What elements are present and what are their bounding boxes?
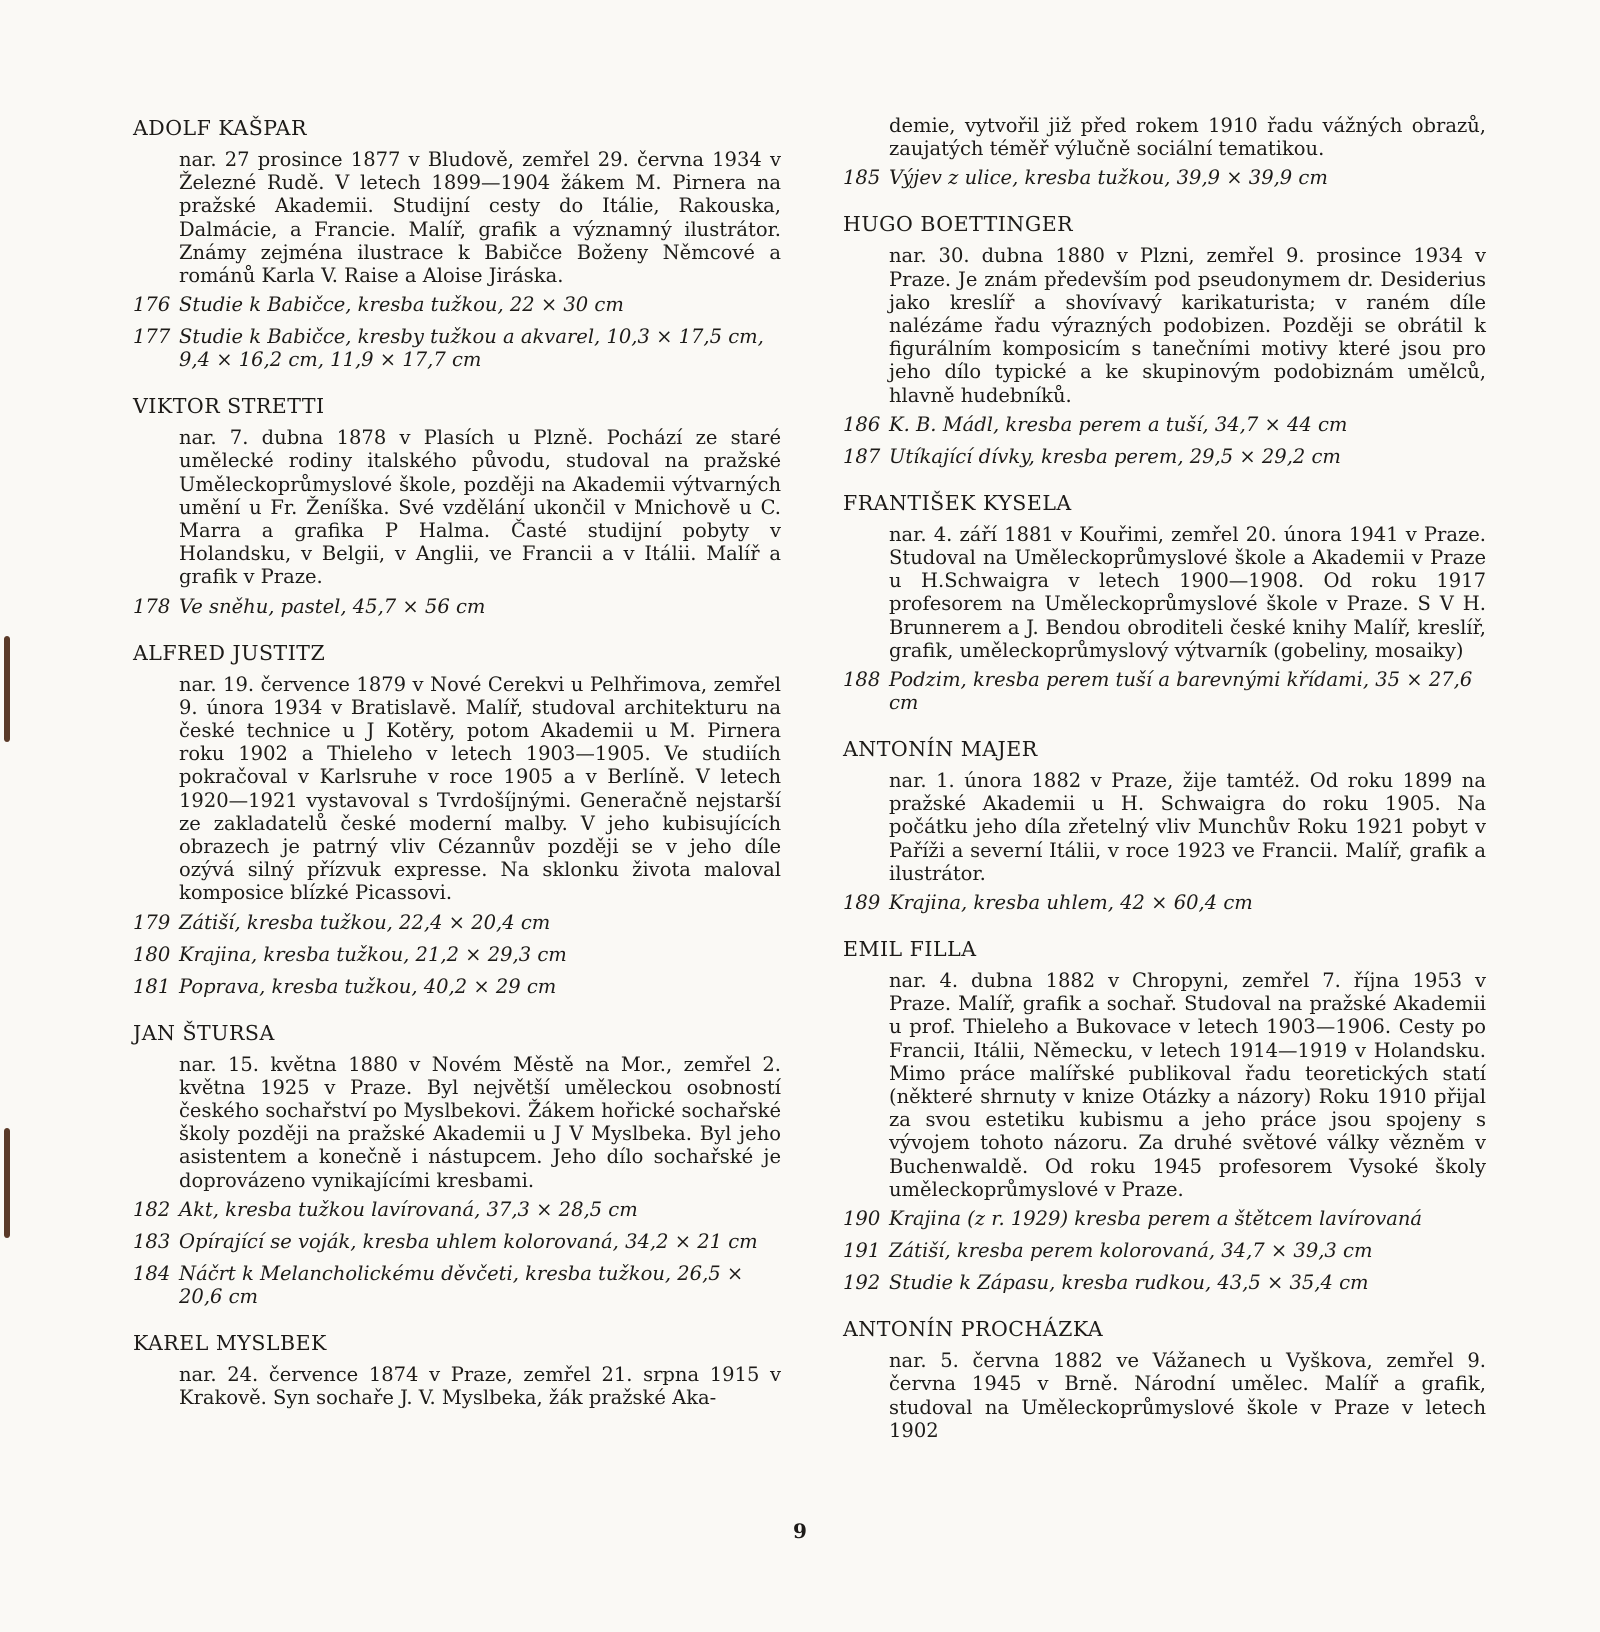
entry-spacer bbox=[843, 198, 1486, 210]
catalog-description: Zátiší, kresba tužkou, 22,4 × 20,4 cm bbox=[179, 910, 551, 934]
artist-biography: nar. 24. července 1874 v Praze, zemřel 21. srpna 1915 v Krakově. Syn sochaře J. V. Myslbeka, žák pražské Aka- bbox=[179, 1362, 781, 1410]
entry-spacer bbox=[843, 477, 1486, 489]
artist-entry bbox=[843, 723, 1486, 914]
catalog-number: 189 bbox=[843, 891, 881, 915]
catalog-item bbox=[843, 445, 1486, 468]
catalog-number: 187 bbox=[843, 444, 881, 468]
entry-spacer bbox=[133, 380, 781, 392]
artist-entry bbox=[843, 198, 1486, 467]
catalog-description: Výjev z ulice, kresba tužkou, 39,9 × 39,9 cm bbox=[889, 166, 1328, 190]
catalog-item bbox=[133, 911, 781, 934]
catalog-description: Podzim, kresba perem tuší a barevnými křídami, 35 × 27,6 cm bbox=[889, 668, 1473, 715]
artist-biography: nar. 30. dubna 1880 v Plzni, zemřel 9. prosince 1934 v Praze. Je znám především pod pseudonymem dr. Desiderius jako kreslíř a shovívavý karikaturista; v raném díle nalézáme řadu výrazných podobizen. Později se obrátil k figurálním komposicím s tanečními motivy které jsou pro jeho dílo typické a ke skupinovým podobiznám umělců, hlavně hudebníků. bbox=[889, 244, 1486, 407]
catalog-number: 179 bbox=[133, 910, 171, 934]
entry-spacer bbox=[133, 1007, 781, 1019]
catalog-number: 181 bbox=[133, 974, 171, 998]
entry-spacer bbox=[133, 627, 781, 639]
binding-mark-bottom bbox=[4, 1128, 10, 1238]
catalog-number: 188 bbox=[843, 668, 881, 692]
catalog-description: Krajina (z r. 1929) kresba perem a štětcem lavírovaná bbox=[889, 1207, 1423, 1231]
catalog-item bbox=[133, 595, 781, 618]
artist-name: FRANTIŠEK KYSELA bbox=[843, 490, 1072, 515]
catalog-item bbox=[133, 325, 781, 371]
catalog-description: Krajina, kresba uhlem, 42 × 60,4 cm bbox=[889, 891, 1253, 915]
catalog-item bbox=[133, 943, 781, 966]
catalog-number: 180 bbox=[133, 942, 171, 966]
catalog-description: Utíkající dívky, kresba perem, 29,5 × 29,2 cm bbox=[889, 444, 1341, 468]
artist-biography: nar. 7. dubna 1878 v Plasích u Plzně. Pochází ze staré umělecké rodiny italského původu, studoval na pražské Uměleckoprůmyslové škole, později na Akademii výtvarných umění u Fr. Ženíška. Své vzdělání ukončil v Mnichově u C. Marra a grafika P Halma. Časté studijní pobyty v Holandsku, v Belgii, v Anglii, ve Francii a v Itálii. Malíř a grafik v Praze. bbox=[179, 426, 781, 589]
catalog-number: 183 bbox=[133, 1229, 171, 1253]
catalog-description: Náčrt k Melancholickému děvčeti, kresba tužkou, 26,5 × 20,6 cm bbox=[179, 1261, 744, 1308]
entry-spacer bbox=[843, 723, 1486, 735]
artist-name: ALFRED JUSTITZ bbox=[133, 640, 326, 665]
artist-name: VIKTOR STRETTI bbox=[133, 394, 325, 419]
catalog-number: 176 bbox=[133, 293, 171, 317]
catalog-item bbox=[843, 668, 1486, 714]
artist-biography: nar. 15. května 1880 v Novém Městě na Mor., zemřel 2. května 1925 v Praze. Byl největší uměleckou osobností českého sochařství po Myslbekovi. Žákem hořické sochařské školy později na pražské Akademii u J V Myslbeka. Byl jeho asistentem a konečně i nástupcem. Jeho dílo sochařské je doprovázeno vynikajícími kresbami. bbox=[179, 1052, 781, 1192]
catalog-description: Studie k Babičce, kresba tužkou, 22 × 30 cm bbox=[179, 293, 624, 317]
artist-biography: nar. 1. února 1882 v Praze, žije tamtéž. Od roku 1899 na pražské Akademii u H. Schwaigra do roku 1905. Na počátku jeho díla zřetelný vliv Munchův Roku 1921 pobyt v Paříži a severní Itálii, v roce 1923 ve Francii. Malíř, grafik a ilustrátor. bbox=[889, 769, 1486, 885]
artist-entry bbox=[843, 923, 1486, 1294]
artist-name: HUGO BOETTINGER bbox=[843, 212, 1074, 237]
catalog-description: Ve sněhu, pastel, 45,7 × 56 cm bbox=[179, 594, 486, 618]
catalog-description: Krajina, kresba tužkou, 21,2 × 29,3 cm bbox=[179, 942, 567, 966]
artist-entry bbox=[133, 114, 781, 371]
artist-biography: nar. 4. září 1881 v Kouřimi, zemřel 20. února 1941 v Praze. Studoval na Uměleckoprůmyslové škole a Akademii v Praze u H.Schwaigra v letech 1900—1908. Od roku 1917 profesorem na Uměleckoprůmyslové škole v Praze. S V H. Brunnerem a J. Bendou obroditeli české knihy Malíř, kreslíř, grafik, uměleckoprůmyslový výtvarník (gobeliny, mosaiky) bbox=[889, 522, 1486, 662]
catalog-number: 184 bbox=[133, 1261, 171, 1285]
catalog-number: 192 bbox=[843, 1271, 881, 1295]
artist-entry bbox=[133, 627, 781, 998]
catalog-description: Poprava, kresba tužkou, 40,2 × 29 cm bbox=[179, 974, 557, 998]
catalog-number: 177 bbox=[133, 325, 171, 349]
catalog-number: 182 bbox=[133, 1197, 171, 1221]
left-column bbox=[133, 114, 781, 1415]
artist-name: EMIL FILLA bbox=[843, 937, 977, 962]
entry-spacer bbox=[843, 923, 1486, 935]
catalog-item bbox=[133, 1262, 781, 1308]
entry-spacer bbox=[133, 1317, 781, 1329]
entry-spacer bbox=[843, 1303, 1486, 1315]
artist-entry bbox=[843, 1303, 1486, 1442]
catalog-item bbox=[133, 975, 781, 998]
right-column bbox=[843, 114, 1486, 1448]
catalog-item bbox=[133, 1198, 781, 1221]
artist-name: ANTONÍN PROCHÁZKA bbox=[843, 1317, 1104, 1342]
catalog-number: 190 bbox=[843, 1207, 881, 1231]
artist-entry bbox=[133, 380, 781, 617]
artist-entry bbox=[133, 1317, 781, 1409]
artist-name: JAN ŠTURSA bbox=[133, 1020, 275, 1045]
catalog-item bbox=[843, 1239, 1486, 1262]
catalog-item bbox=[133, 1230, 781, 1253]
catalog-item bbox=[843, 1207, 1486, 1230]
artist-entry bbox=[133, 1007, 781, 1308]
catalog-description: Studie k Zápasu, kresba rudkou, 43,5 × 35,4 cm bbox=[889, 1271, 1369, 1295]
catalog-description: Opírající se voják, kresba uhlem kolorovaná, 34,2 × 21 cm bbox=[179, 1229, 758, 1253]
catalog-description: Akt, kresba tužkou lavírovaná, 37,3 × 28,5 cm bbox=[179, 1197, 638, 1221]
catalog-item bbox=[843, 413, 1486, 436]
catalog-number: 191 bbox=[843, 1239, 881, 1263]
catalog-item bbox=[133, 293, 781, 316]
artist-biography: nar. 4. dubna 1882 v Chropyni, zemřel 7. října 1953 v Praze. Malíř, grafik a sochař. Studoval na pražské Akademii u prof. Thieleho a Bukovace v letech 1903—1906. Cesty po Francii, Itálii, Německu, v letech 1914—1919 v Holandsku. Mimo práce malířské publikoval řadu teoretických statí (některé shrnuty v knize Otázky a názory) Roku 1910 přijal za svou estetiku kubismu a jeho práce jsou spojeny s vývojem tohoto názoru. Za druhé světové války vězněm v Buchenwaldě. Od roku 1945 profesorem Vysoké školy uměleckoprůmyslové v Praze. bbox=[889, 969, 1486, 1201]
catalog-item bbox=[843, 166, 1486, 189]
artist-biography: nar. 5. června 1882 ve Vážanech u Vyškova, zemřel 9. června 1945 v Brně. Národní umělec. Malíř a grafik, studoval na Uměleckoprůmyslové škole v Praze v letech 1902 bbox=[889, 1349, 1486, 1442]
artist-biography: nar. 19. července 1879 v Nové Cerekvi u Pelhřimova, zemřel 9. února 1934 v Bratislavě. Malíř, studoval architekturu na české technice u J Kotěry, potom Akademii u M. Pirnera roku 1902 a Thieleho v letech 1903—1905. Ve studiích pokračoval v Karlsruhe v roce 1905 a v Berlíně. V letech 1920—1921 vystavoval s Tvrdošíjnými. Generačně nejstarší ze zakladatelů české moderní malby. V jeho kubisujících obrazech je patrný vliv Cézannův později se v jeho díle ozývá silný přízvuk expresse. Na sklonku života maloval komposice blízké Picassovi. bbox=[179, 672, 781, 905]
catalog-description: Studie k Babičce, kresby tužkou a akvarel, 10,3 × 17,5 cm, 9,4 × 16,2 cm, 11,9 × 17,7 cm bbox=[179, 325, 764, 372]
artist-entry bbox=[843, 477, 1486, 714]
catalog-number: 186 bbox=[843, 412, 881, 436]
binding-mark-top bbox=[4, 636, 10, 742]
artist-biography: nar. 27 prosince 1877 v Bludově, zemřel 29. června 1934 v Železné Rudě. V letech 1899—1904 žákem M. Pirnera na pražské Akademii. Studijní cesty do Itálie, Rakouska, Dalmácie, a Francie. Malíř, grafik a významný ilustrátor. Známy zejména ilustrace k Babičce Boženy Němcové a románů Karla V. Raise a Aloise Jiráska. bbox=[179, 148, 781, 288]
page-number: 9 bbox=[793, 1519, 807, 1543]
continued-biography: demie, vytvořil již před rokem 1910 řadu vážných obrazů, zaujatých téměř výlučně sociální tematikou. bbox=[889, 114, 1486, 161]
catalog-number: 185 bbox=[843, 166, 881, 190]
catalog-item bbox=[843, 1271, 1486, 1294]
artist-name: KAREL MYSLBEK bbox=[133, 1330, 327, 1355]
artist-name: ANTONÍN MAJER bbox=[843, 737, 1038, 762]
artist-name: ADOLF KAŠPAR bbox=[133, 116, 307, 140]
catalog-number: 178 bbox=[133, 594, 171, 618]
catalog-description: K. B. Mádl, kresba perem a tuší, 34,7 × 44 cm bbox=[889, 412, 1348, 436]
catalog-item bbox=[843, 891, 1486, 914]
catalog-description: Zátiší, kresba perem kolorovaná, 34,7 × 39,3 cm bbox=[889, 1239, 1373, 1263]
